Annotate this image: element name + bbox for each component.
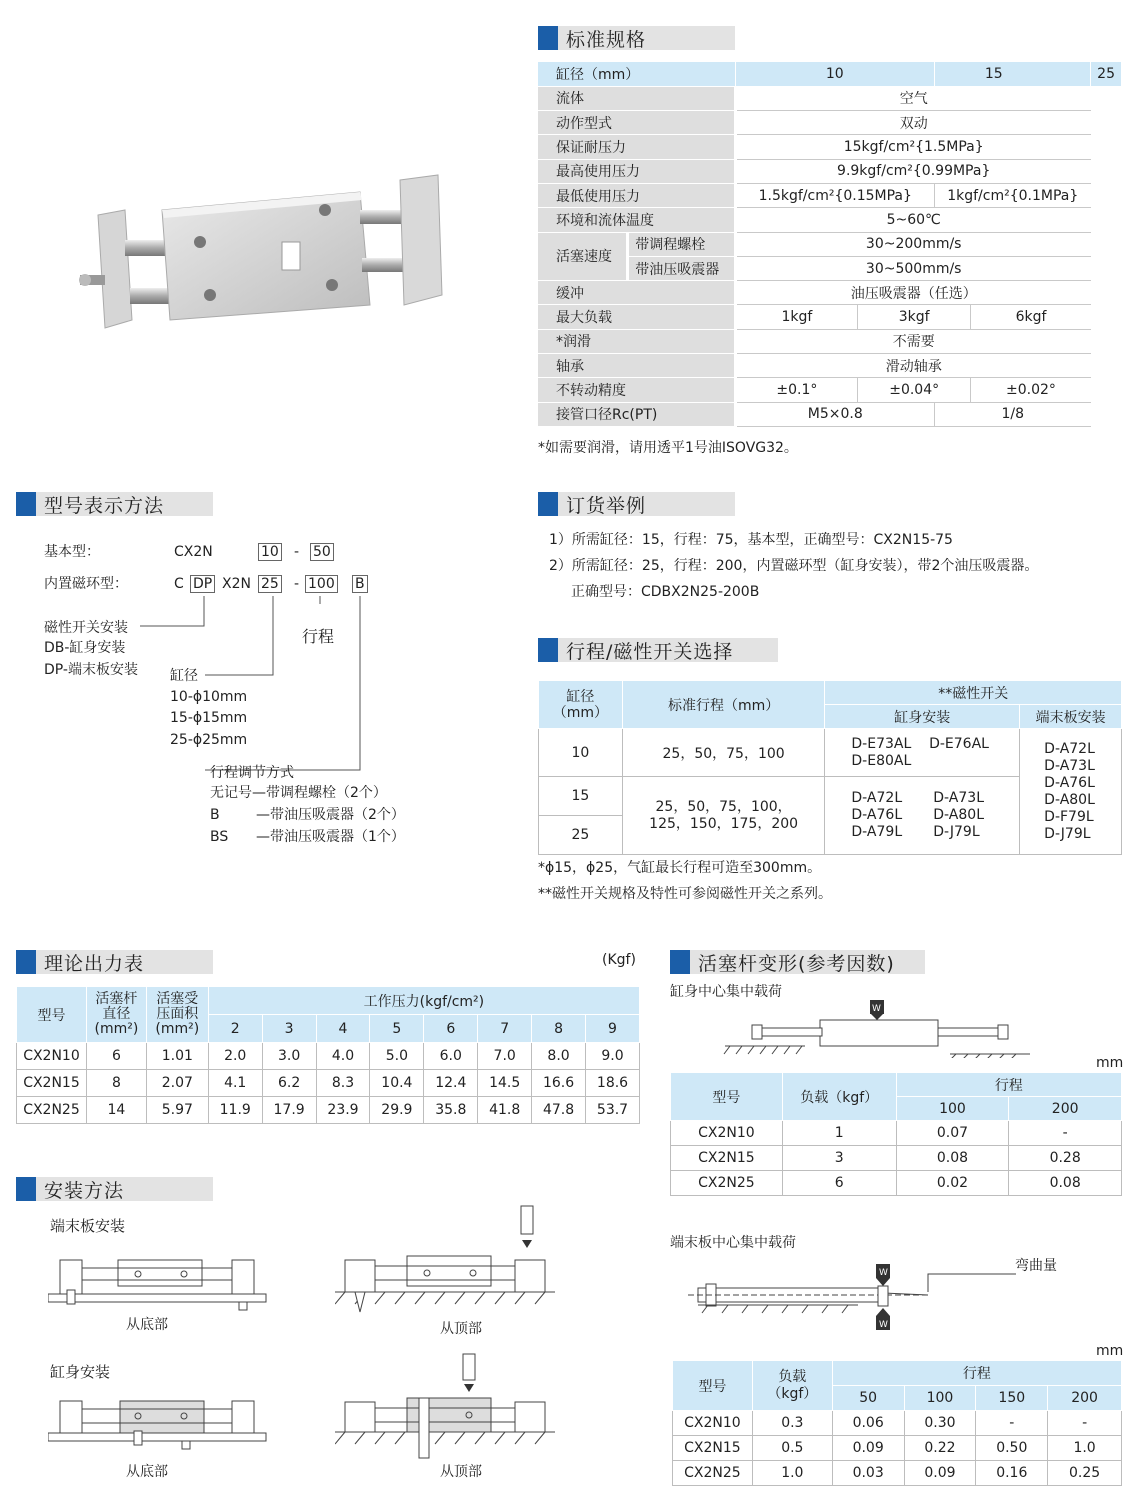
adj-b-desc: —带油压吸震器（2个） [256,807,405,823]
stroke-switch-table: 缸径 （mm） 标准行程（mm） **磁性开关 缸身安装 端末板安装 10 25，50，75，100 D-E73AL D-E76AL D-E80AL D-A72L D-A73L D-A76L D-A80L D-F79L D-J79L 15 25，50，75，100， 125，150，175，200 D-A72L D-A73L D-A76L D-A80L D-A79L D-J79L 25 [538,680,1122,855]
mount-body-top-diagram [335,1350,555,1460]
bore-15: 15-ϕ15mm [170,710,248,726]
stroke-section-title: 行程/磁性开关选择 [538,638,778,662]
defl-end-diagram [688,1260,1068,1340]
stroke-label: 行程 [302,627,335,646]
adj-bs-desc: —带油压吸震器（1个） [256,829,405,845]
mount-body-bottom-diagram [48,1395,268,1465]
mount-end-top-diagram [335,1200,555,1320]
force-table: 型号 活塞杆 直径 (mm²) 活塞受 压面积 (mm²) 工作压力(kgf/cm²) 2 3 4 5 6 7 8 9 CX2N10 6 1.01 2.0 3.0 4.0 5.0 6.0 7.0 8.0 9.0 CX2N15 8 2.07 4.1 6.2 8.3 10.4 12.4 14.5 16.6 18.6 CX2N25 14 5.97 11.9 17.9 23.9 29.9 35.8 41.8 47.8 53.7 [16,986,640,1124]
mag-c: C [174,576,184,592]
sw-db: DB-缸身安装 [44,640,126,656]
bore-10: 10-ϕ10mm [170,689,248,705]
load-w-bottom: W [879,1320,888,1330]
model-leader-lines [130,590,370,790]
mag-box-stroke: 100 [305,575,338,593]
table-row: CX2N25 1.0 0.03 0.09 0.16 0.25 [673,1461,1122,1486]
basic-code: CX2N [174,544,213,560]
caption-end-top: 从顶部 [440,1321,482,1337]
spec-table: 缸径（mm） 10 15 25 流体 空气 动作型式 双动 保证耐压力 15kgf/cm²{1.5MPa} 最高使用压力 9.9kgf/cm²{0.99MPa} 最低使用压力 1.5kgf/cm²{0.15MPa} 1kgf/cm²{0.1MPa} 环境和流体温度 5~60℃ 活塞速度 带调程螺栓 30~200mm/s 带油压吸震器 30~500mm/s 缓冲 油压吸震器（任选） 最大负载 1kgf 3kgf 6kgf *润滑 不需要 轴承 滑动轴承 不转动精度 ±0.1° ±0.04° ±0.02° 接管口径Rc(PT) M5×0.8 1/8 [538,62,1122,427]
force-unit: (Kgf) [602,952,636,968]
adj-b-code: B [210,807,220,823]
basic-label: 基本型： [44,544,100,560]
caption-end-bottom: 从底部 [126,1317,168,1333]
caption-body-top: 从顶部 [440,1464,482,1480]
defl-end-table: 型号 负载 （kgf） 行程 50 100 150 200 CX2N10 0.3 0.06 0.30 - - CX2N15 0.5 0.09 0.22 0.50 1.0 CX2N25 1.0 0.03 0.09 0.16 0.25 [672,1360,1122,1486]
load-w-label: W [872,1004,881,1014]
table-row: CX2N15 0.5 0.09 0.22 0.50 1.0 [673,1436,1122,1461]
mag-box-bore: 25 [258,575,282,593]
sw-dp: DP-端末板安装 [44,662,138,678]
load-w-top: W [879,1268,888,1278]
mag-box-dp: DP [190,575,215,593]
adj-label: 行程调节方式 [210,765,294,781]
bend-label: 弯曲量 [1015,1258,1057,1274]
bore-label: 缸径 [170,668,198,684]
table-row: CX2N10 0.3 0.06 0.30 - - [673,1411,1122,1436]
table-row: CX2N10 1 0.07 - [671,1121,1122,1146]
bore-25: 25-ϕ25mm [170,732,248,748]
defl-body-diagram [720,998,1040,1058]
spec-section-title: 标准规格 [538,26,735,50]
mag-box-adj: B [352,575,368,593]
order-example-1: 1）所需缸径：15，行程：75，基本型，正确型号：CX2N15-75 [549,532,953,548]
adj-bs-code: BS [210,829,229,845]
deflection-section-title: 活塞杆变形(参考因数) [670,950,925,974]
mount-end-label: 端末板安装 [50,1217,126,1235]
spec-note: *如需要润滑，请用透平1号油ISOVG32。 [538,440,798,456]
defl-mm-2: mm [1096,1343,1124,1359]
basic-box-bore: 10 [258,543,282,561]
table-row: CX2N15 3 0.08 0.28 [671,1146,1122,1171]
mag-x2n: X2N [222,576,251,592]
defl-sub-end: 端末板中心集中载荷 [670,1235,796,1251]
mount-end-bottom-diagram [48,1250,268,1320]
force-section-title: 理论出力表 [16,950,213,974]
defl-mm-1: mm [1096,1055,1124,1071]
stroke-note-1: *ϕ15，ϕ25，气缸最长行程可造至300mm。 [538,860,822,876]
table-row: CX2N15 8 2.07 4.1 6.2 8.3 10.4 12.4 14.5 16.6 18.6 [17,1070,640,1097]
order-example-2-model: 正确型号：CDBX2N25-200B [571,584,760,600]
mag-label: 内置磁环型： [44,576,128,592]
defl-body-table: 型号 负载（kgf） 行程 100 200 CX2N10 1 0.07 - CX2N15 3 0.08 0.28 CX2N25 6 0.02 0.08 [670,1072,1122,1196]
basic-dash: - [294,544,300,560]
order-example-2: 2）所需缸径：25，行程：200，内置磁环型（缸身安装），带2个油压吸震器。 [549,558,1039,574]
model-section-title: 型号表示方法 [16,492,213,516]
mount-body-label: 缸身安装 [50,1363,111,1381]
product-photo [70,170,460,370]
table-row: CX2N25 6 0.02 0.08 [671,1171,1122,1196]
basic-box-stroke: 50 [310,543,334,561]
stroke-note-2: **磁性开关规格及特性可参阅磁性开关之系列。 [538,886,832,902]
sw-install: 磁性开关安装 [44,620,128,636]
table-row: CX2N10 6 1.01 2.0 3.0 4.0 5.0 6.0 7.0 8.0 9.0 [17,1043,640,1070]
mount-section-title: 安装方法 [16,1177,213,1201]
defl-sub-body: 缸身中心集中载荷 [670,984,782,1000]
order-section-title: 订货举例 [538,492,735,516]
adj-none: 无记号—带调程螺栓（2个） [210,785,387,801]
caption-body-bottom: 从底部 [126,1464,168,1480]
mag-dash: - [294,576,300,592]
table-row: CX2N25 14 5.97 11.9 17.9 23.9 29.9 35.8 41.8 47.8 53.7 [17,1097,640,1124]
